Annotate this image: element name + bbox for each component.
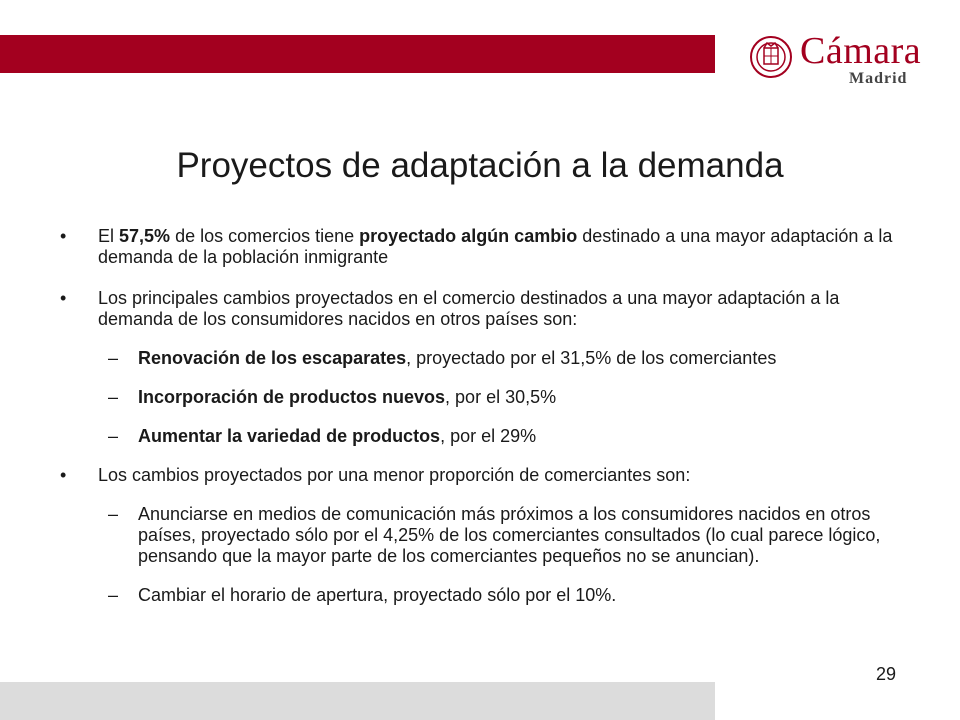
bullet-marker: • (60, 226, 67, 246)
sub-bullet-text: Renovación de los escaparates, proyectado por el 31,5% de los comerciantes (138, 348, 777, 368)
sub-bullet-text: Cambiar el horario de apertura, proyectado sólo por el 10%. (138, 585, 617, 605)
sub-bullet-item (60, 426, 910, 447)
dash-marker: – (108, 504, 119, 524)
bullet-marker: • (60, 465, 67, 485)
bullet-text: El 57,5% de los comercios tiene proyectado algún cambio destinado a una mayor adaptación a la demanda de la población inmigrante (98, 226, 893, 267)
dash-marker: – (108, 387, 119, 407)
bullet-text: Los cambios proyectados por una menor proporción de comerciantes son: (98, 465, 691, 485)
sub-bullet-item (60, 504, 910, 567)
sub-bullet-text: Incorporación de productos nuevos, por el 30,5% (138, 387, 557, 407)
bullet-item (60, 288, 910, 330)
dash-marker: – (108, 426, 119, 446)
sub-bullet-text: Aumentar la variedad de productos, por el 29% (138, 426, 537, 446)
coat-of-arms-icon (748, 34, 794, 80)
bullet-item (60, 465, 910, 486)
sub-bullet-item (60, 387, 910, 408)
bullet-marker: • (60, 288, 67, 308)
slide-body (60, 226, 910, 606)
bottom-footer-band (0, 682, 715, 720)
page-number: 29 (876, 664, 897, 684)
top-header-band (0, 35, 715, 73)
dash-marker: – (108, 585, 119, 605)
logo-city: Madrid (849, 70, 908, 87)
logo-wordmark: Cámara (800, 30, 922, 72)
sub-bullet-item (60, 348, 910, 369)
bullet-item (60, 226, 910, 268)
bullet-text: Los principales cambios proyectados en el comercio destinados a una mayor adaptación a la demanda de los consumidores nacidos en otros países son: (98, 288, 840, 329)
camara-madrid-logo (748, 30, 938, 94)
slide-title: Proyectos de adaptación a la demanda (176, 146, 784, 185)
sub-bullet-item (60, 585, 910, 606)
sub-bullet-text: Anunciarse en medios de comunicación más próximos a los consumidores nacidos en otros países, proyectado sólo por el 4,25% de los comerciantes consultados (lo cual parece lógico, pensando que la mayor parte de los comerciantes pequeños no se anuncian). (138, 504, 881, 566)
dash-marker: – (108, 348, 119, 368)
